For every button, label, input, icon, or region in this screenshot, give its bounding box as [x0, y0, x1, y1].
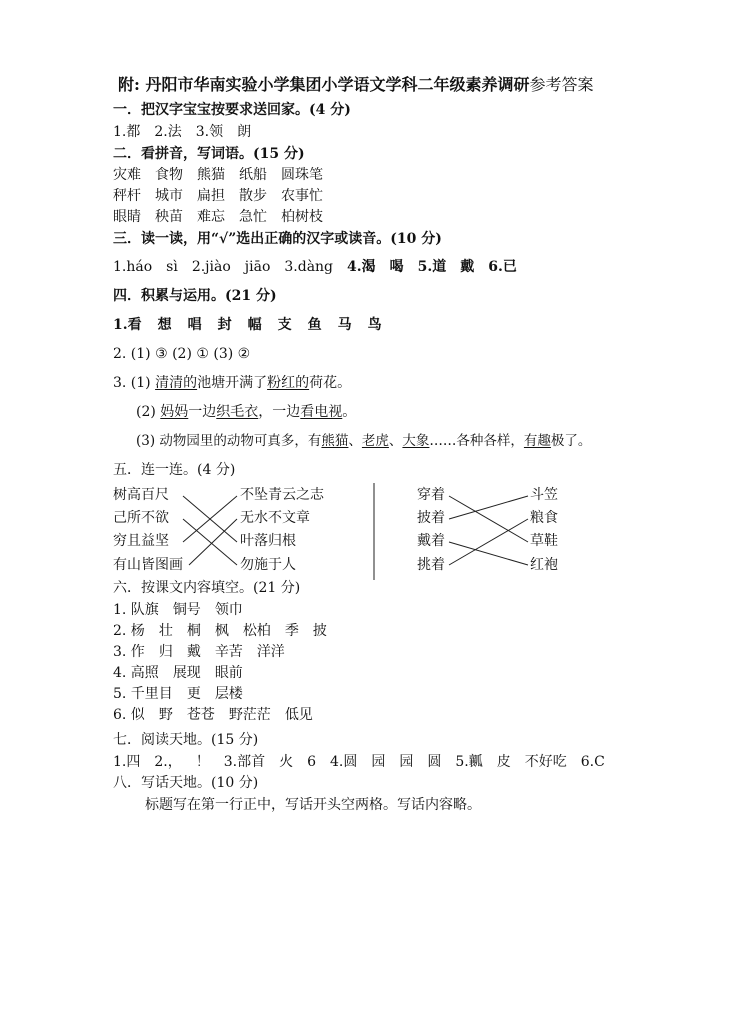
answer: 洋洋	[256, 644, 285, 660]
word: 熊猫	[197, 167, 225, 183]
answer: 6. 似	[113, 707, 145, 723]
answer: 层楼	[214, 686, 243, 702]
underlined-answer: 大象	[402, 433, 430, 449]
answer: 4.渴	[347, 259, 376, 275]
sentence-text: 池塘开满了	[197, 375, 268, 391]
answer: 2. 杨	[113, 623, 145, 639]
answer: 唱	[187, 317, 202, 333]
section-5-heading: 五．连一连。(4 分)	[113, 462, 236, 478]
answer: 苍苍	[186, 707, 215, 723]
answer: 幅	[247, 317, 262, 333]
answer: 野茫茫	[228, 707, 271, 723]
word: 散步	[239, 188, 267, 204]
answer: 1. 队旗	[113, 602, 159, 618]
section-6-row-3	[113, 643, 299, 661]
answer: 2.，	[154, 754, 182, 770]
answer: 更	[186, 686, 201, 702]
match-line	[183, 519, 237, 565]
sentence-text: 。	[342, 404, 357, 420]
word: 农事忙	[281, 188, 323, 204]
match-left-b-3: 戴着	[417, 533, 445, 549]
answer: 封	[217, 317, 232, 333]
answer: 6.C	[580, 754, 605, 770]
match-left-b-1: 穿着	[417, 487, 445, 503]
answer: 2.jiào	[191, 259, 231, 275]
answer: 不好吃	[524, 754, 567, 770]
underlined-answer: 看电视	[300, 404, 343, 420]
sentence-text: 极了。	[550, 433, 592, 449]
sentence-text: 一边	[188, 404, 217, 420]
answer: 园	[371, 754, 386, 770]
section-8-heading: 八．写话天地。(10 分)	[113, 775, 259, 791]
underlined-answer: 粉红的	[267, 375, 310, 391]
answer: 季	[284, 623, 299, 639]
answer: 铜号	[172, 602, 201, 618]
underlined-answer: 妈妈	[160, 404, 189, 420]
answer: 朗	[237, 124, 252, 140]
answer: 鸟	[367, 317, 382, 333]
word: 扁担	[197, 188, 225, 204]
sentence-text: 、	[388, 433, 403, 449]
underlined-answer: 熊猫	[321, 433, 349, 449]
answer: sì	[166, 259, 178, 275]
answer: 3. 作	[113, 644, 145, 660]
answer: 4.圆	[330, 754, 358, 770]
section-8-text: 标题写在第一行正中，写话开头空两格。写话内容略。	[145, 797, 481, 813]
answer: 5.道	[417, 259, 447, 275]
section-7-answers	[113, 753, 619, 771]
section-6-row-1	[113, 601, 257, 619]
item-prefix: (2)	[136, 404, 161, 420]
answer: 桐	[186, 623, 201, 639]
match-left-b-2: 披着	[417, 510, 445, 526]
match-right-a-2: 无水不文章	[240, 510, 310, 526]
answer: 支	[277, 317, 292, 333]
answer: 喝	[389, 259, 404, 275]
section-6-row-6	[113, 706, 327, 724]
answer: 5. 千里目	[113, 686, 173, 702]
answer: 眼前	[214, 665, 243, 681]
answer: 3.领	[195, 124, 224, 140]
section-3-heading: 三．读一读，用“√”选出正确的汉字或读音。(10 分)	[113, 231, 442, 247]
answer: 戴	[186, 644, 201, 660]
answer: 皮	[496, 754, 511, 770]
answer: 鱼	[307, 317, 322, 333]
section-2-heading: 二．看拼音，写词语。(15 分)	[113, 146, 305, 162]
section-7-heading: 七．阅读天地。(15 分)	[113, 732, 259, 748]
answer: jiāo	[244, 259, 271, 275]
underlined-answer: 织毛衣	[216, 404, 259, 420]
match-line	[449, 519, 528, 565]
answer: 戴	[460, 259, 475, 275]
answer: 6.已	[488, 259, 517, 275]
underlined-answer: 有趣	[523, 433, 551, 449]
word: 纸船	[239, 167, 267, 183]
sentence-text: ，一边	[258, 404, 301, 420]
answer: 披	[312, 623, 327, 639]
answer: 3.部首	[223, 754, 266, 770]
match-line	[189, 519, 237, 565]
answer: 壮	[158, 623, 173, 639]
answer: 展现	[172, 665, 201, 681]
match-left-a-3: 穷且益坚	[113, 533, 169, 549]
section-6-row-5	[113, 685, 257, 703]
word: 秤杆	[113, 188, 141, 204]
answer: 1.háo	[113, 259, 153, 275]
match-right-a-3: 叶落归根	[240, 533, 296, 549]
section-4-line-2: 2. (1) ③ (2) ① (3) ②	[113, 346, 251, 362]
section-6-row-2	[113, 622, 341, 640]
answer: 1.四	[113, 754, 141, 770]
match-right-b-3: 草鞋	[530, 533, 558, 549]
answer: 园	[399, 754, 414, 770]
section-6-heading: 六．按课文内容填空。(21 分)	[113, 580, 301, 596]
match-right-a-4: 勿施于人	[240, 557, 296, 573]
answer: 想	[157, 317, 172, 333]
answer: 6	[307, 754, 316, 770]
match-right-b-2: 粮食	[530, 510, 558, 526]
section-1-heading: 一．把汉字宝宝按要求送回家。(4 分)	[113, 102, 351, 118]
word: 城市	[155, 188, 183, 204]
match-right-b-1: 斗笠	[530, 487, 558, 503]
match-right-a-1: 不坠青云之志	[240, 487, 324, 503]
item-prefix: 3. (1)	[113, 375, 156, 391]
section-4-heading: 四．积累与运用。(21 分)	[113, 288, 277, 304]
match-left-a-4: 有山皆图画	[113, 557, 183, 573]
underlined-answer: 老虎	[361, 433, 389, 449]
match-line	[449, 542, 528, 565]
word: 秧苗	[155, 209, 183, 225]
answer: 马	[337, 317, 352, 333]
match-right-b-4: 红袍	[530, 557, 558, 573]
title-suffix: 参考答案	[529, 75, 594, 94]
match-line	[449, 496, 528, 542]
answer: 枫	[214, 623, 229, 639]
sentence-text: 荷花。	[309, 375, 352, 391]
answer: 归	[158, 644, 173, 660]
answer: 2.法	[154, 124, 182, 140]
answer: 1.都	[113, 124, 141, 140]
match-left-b-4: 挑着	[417, 557, 445, 573]
word: 圆珠笔	[281, 167, 323, 183]
item-prefix: (3) 动物园里的动物可真多，有	[136, 433, 322, 449]
answer: 3.dàng	[284, 259, 334, 275]
answer: 辛苦	[214, 644, 243, 660]
word: 难忘	[197, 209, 225, 225]
word: 食物	[155, 167, 183, 183]
answer: 野	[158, 707, 173, 723]
answer: 松柏	[242, 623, 271, 639]
word: 柏树枝	[281, 209, 323, 225]
title-main: 附: 丹阳市华南实验小学集团小学语文学科二年级素养调研	[118, 75, 530, 94]
match-line	[449, 496, 528, 519]
word: 急忙	[239, 209, 267, 225]
match-left-a-1: 树高百尺	[113, 487, 169, 503]
answer: 低见	[284, 707, 313, 723]
sentence-text: ……各种各样，	[429, 433, 524, 449]
sentence-text: 、	[348, 433, 362, 449]
answer: 5.瓤	[455, 754, 483, 770]
match-left-a-2: 己所不欲	[113, 510, 169, 526]
answer: 领巾	[214, 602, 243, 618]
answer: 圆	[427, 754, 442, 770]
answer: 1.看	[113, 317, 142, 333]
answer: ！	[195, 754, 210, 770]
word: 灾难	[113, 167, 141, 183]
word: 眼睛	[113, 209, 141, 225]
answer: 4. 高照	[113, 665, 159, 681]
section-6-row-4	[113, 664, 257, 682]
underlined-answer: 清清的	[155, 375, 198, 391]
answer: 火	[279, 754, 294, 770]
